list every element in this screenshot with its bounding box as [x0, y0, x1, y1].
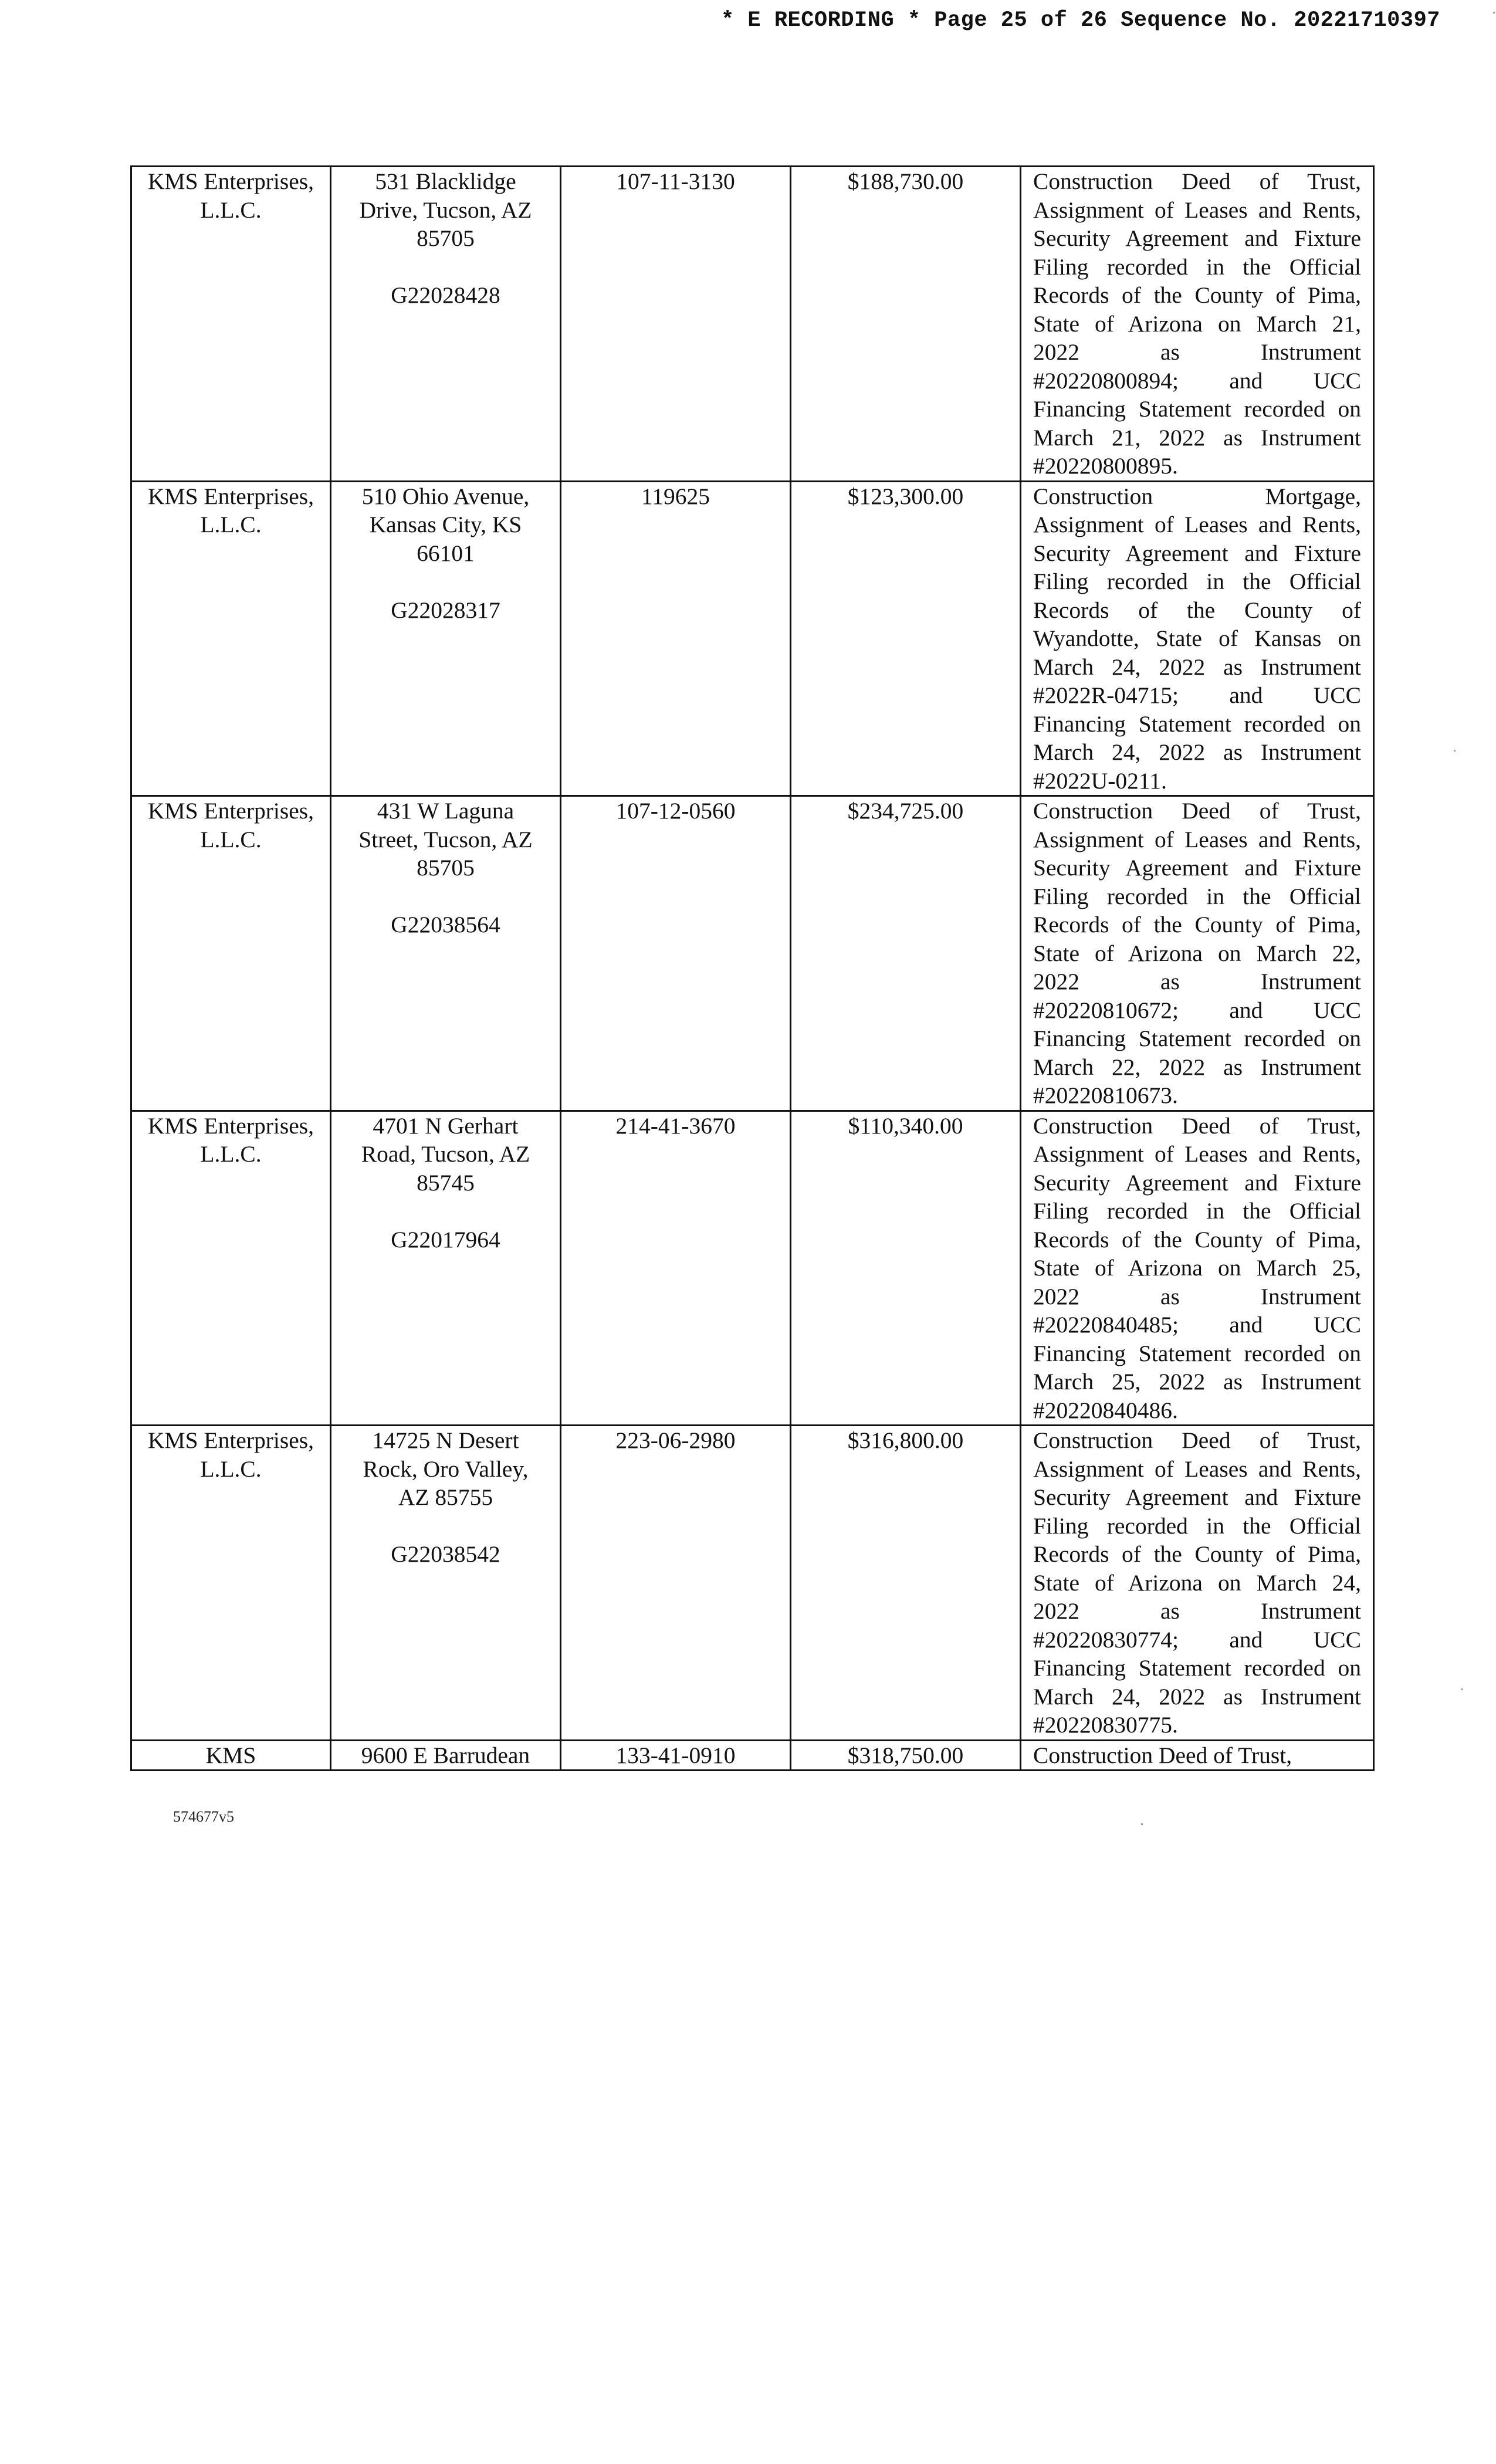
- address-cell: 9600 E Barrudean: [331, 1740, 561, 1771]
- apn-cell: 107-11-3130: [561, 167, 791, 482]
- address-line: Road, Tucson, AZ: [361, 1141, 530, 1167]
- apn-cell: 107-12-0560: [561, 796, 791, 1111]
- description-cell: Construction Deed of Trust,: [1021, 1740, 1374, 1771]
- scan-speck: [1493, 12, 1495, 13]
- owner-cell: KMS Enterprises, L.L.C.: [131, 796, 331, 1111]
- loan-id: G22028428: [391, 282, 500, 308]
- table-row: [131, 796, 1374, 1111]
- amount-cell: $123,300.00: [791, 481, 1021, 796]
- apn-cell: 214-41-3670: [561, 1111, 791, 1426]
- property-schedule-body: [131, 167, 1374, 1771]
- address-line: 4701 N Gerhart: [373, 1112, 519, 1139]
- address-cell: [331, 481, 561, 796]
- owner-cell: KMS Enterprises, L.L.C.: [131, 1111, 331, 1426]
- address-line: 431 W Laguna: [377, 798, 515, 824]
- address-line: 85705: [417, 855, 475, 881]
- address-line: Rock, Oro Valley,: [363, 1456, 529, 1482]
- loan-id: G22038542: [391, 1541, 500, 1567]
- apn-cell: 223-06-2980: [561, 1426, 791, 1741]
- apn-cell: 133-41-0910: [561, 1740, 791, 1771]
- table-row: [131, 167, 1374, 482]
- owner-cell: KMS Enterprises, L.L.C.: [131, 1426, 331, 1741]
- table-row: [131, 1426, 1374, 1741]
- scan-speck: [1461, 1688, 1463, 1690]
- table-row: [131, 1111, 1374, 1426]
- address-line: 14725 N Desert: [372, 1427, 519, 1453]
- amount-cell: $234,725.00: [791, 796, 1021, 1111]
- loan-id: G22017964: [391, 1226, 500, 1253]
- scan-speck: [1141, 1823, 1143, 1825]
- address-line: 531 Blacklidge: [375, 168, 516, 194]
- address-cell: [331, 1111, 561, 1426]
- document-code: 574677v5: [173, 1808, 234, 1825]
- property-schedule-table: [130, 165, 1375, 1771]
- address-line: 85705: [417, 225, 475, 251]
- loan-id: G22028317: [391, 597, 500, 623]
- table-row: [131, 481, 1374, 796]
- scan-speck: [1454, 750, 1456, 752]
- address-line: Drive, Tucson, AZ: [359, 197, 532, 223]
- table-row-partial: [131, 1740, 1374, 1771]
- address-line: 510 Ohio Avenue,: [361, 483, 530, 509]
- apn-cell: 119625: [561, 481, 791, 796]
- recording-header: * E RECORDING * Page 25 of 26 Sequence No. 20221710397: [721, 8, 1440, 33]
- address-cell: [331, 167, 561, 482]
- amount-cell: $110,340.00: [791, 1111, 1021, 1426]
- amount-cell: $188,730.00: [791, 167, 1021, 482]
- description-cell: Construction Deed of Trust, Assignment of Leases and Rents, Security Agreement and Fixture Filing recorded in the Official Records of the County of Pima, State of Arizona on March 24, 2022 as Instrument #20220830774; and UCC Financing Statement recorded on March 24, 2022 as Instrument #20220830775.: [1021, 1426, 1374, 1741]
- address-cell: [331, 1426, 561, 1741]
- address-line: 66101: [417, 540, 475, 566]
- address-line: 85745: [417, 1169, 475, 1196]
- address-cell: [331, 796, 561, 1111]
- owner-cell: KMS: [131, 1740, 331, 1771]
- amount-cell: $318,750.00: [791, 1740, 1021, 1771]
- address-line: Street, Tucson, AZ: [358, 826, 533, 852]
- description-cell: Construction Deed of Trust, Assignment of Leases and Rents, Security Agreement and Fixture Filing recorded in the Official Records of the County of Pima, State of Arizona on March 22, 2022 as Instrument #20220810672; and UCC Financing Statement recorded on March 22, 2022 as Instrument #20220810673.: [1021, 796, 1374, 1111]
- owner-cell: KMS Enterprises, L.L.C.: [131, 167, 331, 482]
- owner-cell: KMS Enterprises, L.L.C.: [131, 481, 331, 796]
- description-cell: Construction Deed of Trust, Assignment of Leases and Rents, Security Agreement and Fixture Filing recorded in the Official Records of the County of Pima, State of Arizona on March 25, 2022 as Instrument #20220840485; and UCC Financing Statement recorded on March 25, 2022 as Instrument #20220840486.: [1021, 1111, 1374, 1426]
- address-line: Kansas City, KS: [369, 512, 522, 537]
- address-line: AZ 85755: [398, 1484, 493, 1510]
- description-cell: Construction Mortgage, Assignment of Leases and Rents, Security Agreement and Fixture Filing recorded in the Official Records of the County of Wyandotte, State of Kansas on March 24, 2022 as Instrument #2022R-04715; and UCC Financing Statement recorded on March 24, 2022 as Instrument #2022U-0211.: [1021, 481, 1374, 796]
- description-cell: Construction Deed of Trust, Assignment of Leases and Rents, Security Agreement and Fixture Filing recorded in the Official Records of the County of Pima, State of Arizona on March 21, 2022 as Instrument #20220800894; and UCC Financing Statement recorded on March 21, 2022 as Instrument #20220800895.: [1021, 167, 1374, 482]
- amount-cell: $316,800.00: [791, 1426, 1021, 1741]
- loan-id: G22038564: [391, 912, 500, 937]
